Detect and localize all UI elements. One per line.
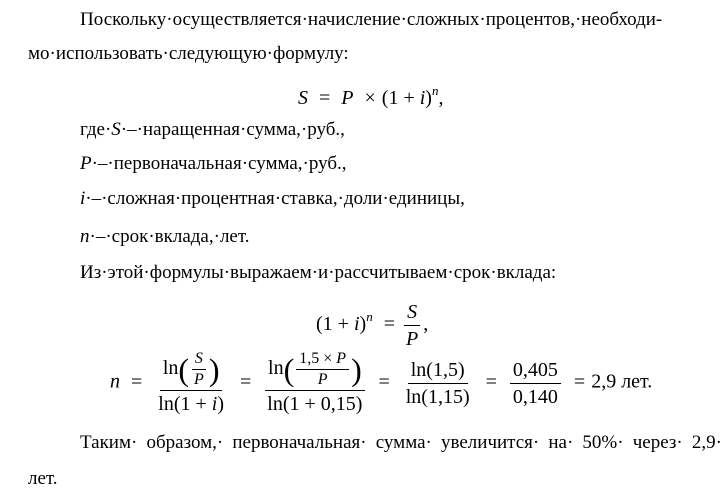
conclusion-line: лет.	[28, 468, 58, 489]
paragraph-line: Поскольку·осуществляется·начисление·сложных·процентов,·необходи-	[80, 9, 663, 30]
definition-p: P·–·первоначальная·сумма,·руб.,	[80, 153, 347, 174]
compound-interest-formula: $S = P \times (1 + i)^n$,	[298, 83, 444, 109]
deposit-term-formula: n = ln( $\frac{S}{P}$ ) ln(1 + i) = ln( $\frac{1,5 \times P}{P}$ ) ln(1 + 0,15) = $\frac{\ln(1,5)}{\ln(1,15)}$ = $\frac{0,405}{0,140}$ = 2,9 лет.	[110, 350, 653, 415]
conclusion-line: Таким· образом,· первоначальная· сумма· увеличится· на· 50%· через· 2,9·	[80, 432, 722, 453]
paragraph-line: Из·этой·формулы·выражаем·и·рассчитываем·срок·вклада:	[80, 262, 557, 283]
growth-factor-formula: $(1 + i)^n$ = $\frac{S}{P}$ ,	[316, 300, 429, 350]
paragraph-line: мо·использовать·следующую·формулу:	[28, 43, 349, 64]
definition-n: n·–·срок·вклада,·лет.	[80, 226, 250, 247]
definition-s: где·S·–·наращенная·сумма,·руб.,	[80, 119, 345, 140]
definition-i: i·–·сложная·процентная·ставка,·доли·единицы,	[80, 188, 465, 209]
